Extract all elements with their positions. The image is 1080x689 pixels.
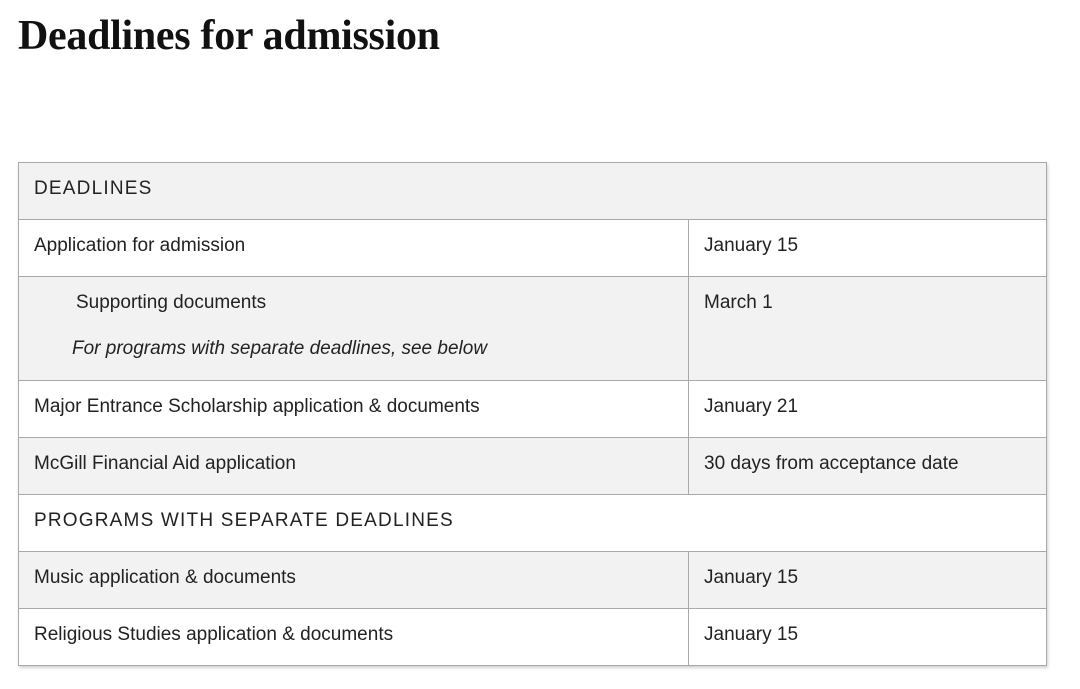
row-date: 30 days from acceptance date [689,438,1047,495]
row-label: Music application & documents [19,552,689,609]
table-row [19,277,1047,381]
page-title: Deadlines for admission [18,13,440,59]
row-label: Application for admission [19,220,689,277]
row-date: January 15 [689,220,1047,277]
section-header-deadlines: DEADLINES [19,163,1047,220]
row-note: For programs with separate deadlines, see below [72,338,488,359]
section-header-programs: PROGRAMS WITH SEPARATE DEADLINES [19,495,1047,552]
table-row [19,438,1047,495]
row-label-cell [19,277,689,381]
section-header-row [19,163,1047,220]
table-row [19,381,1047,438]
row-label: Supporting documents [76,292,267,313]
row-date: January 21 [689,381,1047,438]
row-label: McGill Financial Aid application [19,438,689,495]
deadlines-table [18,162,1047,666]
row-date: January 15 [689,609,1047,666]
row-date: March 1 [689,277,1047,381]
row-label: Religious Studies application & documents [19,609,689,666]
row-label: Major Entrance Scholarship application & documents [19,381,689,438]
table-row [19,609,1047,666]
row-date: January 15 [689,552,1047,609]
section-header-row [19,495,1047,552]
table-row [19,220,1047,277]
table-row [19,552,1047,609]
